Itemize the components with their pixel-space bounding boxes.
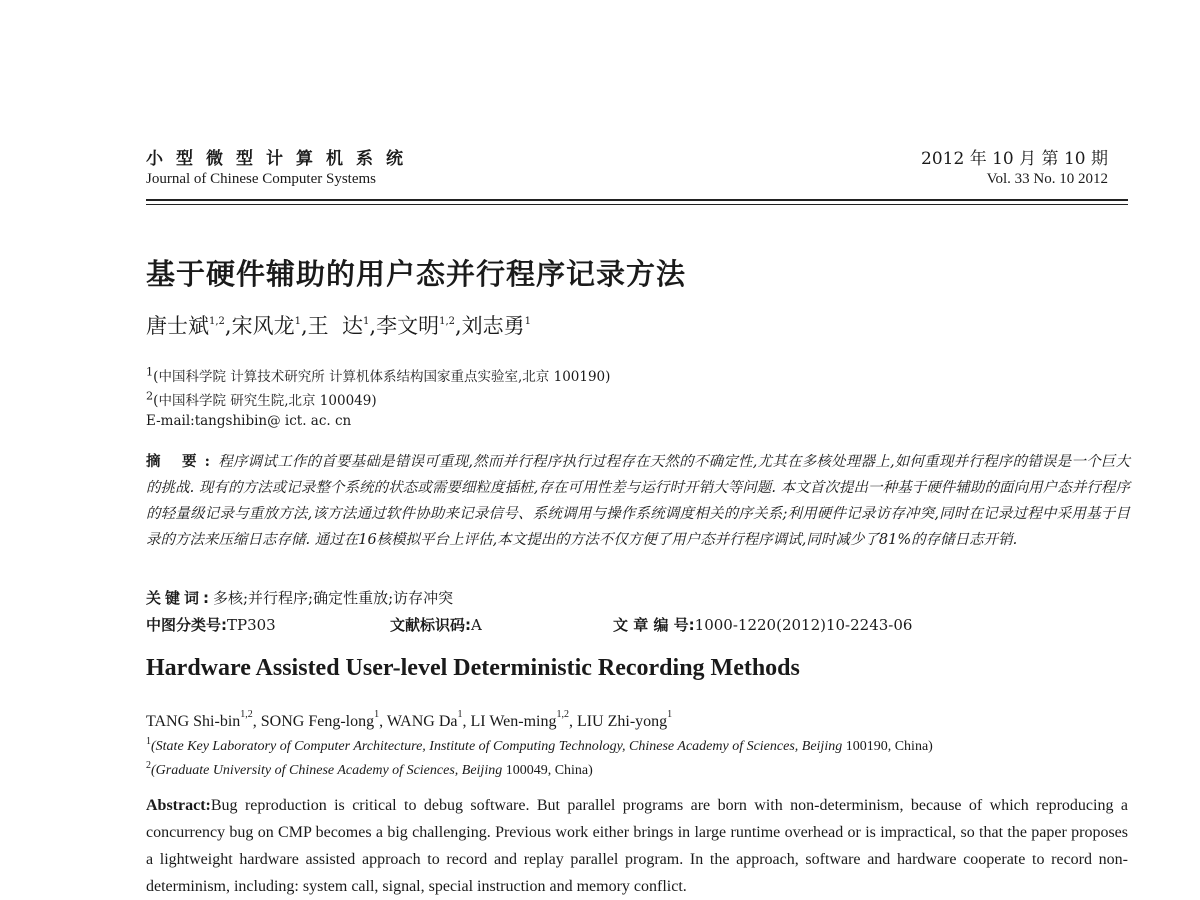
affiliation-sup: 2 [146, 760, 151, 771]
affiliation-text: (中国科学院 计算技术研究所 计算机体系结构国家重点实验室,北京 100190) [153, 369, 611, 385]
author-sup: 1 [294, 316, 301, 327]
affiliation-text: (State Key Laboratory of Computer Architecture, Institute of Computing Technology, Chinese Academy of Sciences, Beijing [151, 739, 843, 754]
affiliation-postcode: 100049, China) [505, 763, 593, 778]
author-sup: 1,2 [209, 316, 225, 327]
issue-date: 2012 年 10 月 第 10 期 [921, 149, 1108, 169]
affiliation-en [146, 736, 933, 755]
author-name: 刘志勇 [461, 314, 525, 338]
author-name: LI Wen-ming [470, 713, 557, 730]
keywords [146, 587, 453, 608]
affiliation-postcode: 100190, China) [845, 739, 933, 754]
author-sup: 1,2 [240, 709, 253, 720]
author-name: 王 达 [307, 314, 364, 338]
affiliation-text: (Graduate University of Chinese Academy of Sciences, Beijing [151, 763, 503, 778]
author-name: TANG Shi-bin [146, 713, 241, 730]
article-no-label: 文 章 编 号: [613, 616, 695, 634]
document-code [390, 614, 482, 635]
doc-code-value: A [471, 616, 482, 634]
author-name: LIU Zhi-yong [576, 713, 668, 730]
author-sup: 1,2 [439, 316, 455, 327]
email-address: E-mail:tangshibin@ ict. ac. cn [146, 413, 352, 429]
abstract-en-text: Bug reproduction is critical to debug software. But parallel programs are born with non-determinism, because of which reproducing a concurrency bug on CMP becomes a big challenging. Previous work either brings in large runtime overhead or is impractical, so that the paper proposes a lightweight hardware assisted approach to record and replay parallel program. In the approach, software and hardware cooperate to record non-determinism, including: system call, signal, special instruction and memory conflict. [146, 797, 1128, 895]
clc-label: 中图分类号: [146, 616, 227, 634]
clc-number [146, 614, 276, 635]
author-sup: 1 [363, 316, 370, 327]
abstract-en-label: Abstract: [146, 797, 211, 814]
header-rule-thick [146, 199, 1128, 201]
author-name: 唐士斌 [146, 314, 209, 338]
paper-title-cn: 基于硬件辅助的用户态并行程序记录方法 [146, 257, 687, 291]
author-list-en: TANG Shi-bin$^{1,2}$, SONG Feng-long$^1$, WANG Da$^1$, LI Wen-ming$^{1,2}$, LIU Zhi-yong$^1$ [146, 709, 673, 730]
author-sup: 1 [457, 709, 463, 720]
author-sup: 1 [667, 709, 673, 720]
journal-name-en: Journal of Chinese Computer Systems [146, 171, 376, 187]
affiliation-en [146, 760, 593, 779]
author-sup: 1 [374, 709, 380, 720]
author-name: 李文明 [376, 314, 440, 338]
author-sup: 1 [524, 316, 532, 327]
abstract-cn [146, 449, 1130, 553]
header-rule-thin [146, 204, 1128, 205]
affiliation-text: (中国科学院 研究生院,北京 100049) [153, 393, 377, 409]
abstract-cn-label: 摘 要: [146, 453, 219, 470]
abstract-cn-text: 程序调试工作的首要基础是错误可重现,然而并行程序执行过程存在天然的不确定性,尤其在多核处理器上,如何重现并行程序的错误是一个巨大的挑战. 现有的方法或记录整个系统的状态或需要细粒度插桩,存在可用性差与运行时开销大等问题. 本文首次提出一种基于硬件辅助的面向用户态并行程序的轻量级记录与重放方法,该方法通过软件协助来记录信号、系统调用与操作系统调度相关的序关系;利用硬件记录访存冲突,同时在记录过程中采用基于目录的方法来压缩日志存储. 通过在16核模拟平台上评估,本文提出的方法不仅方便了用户态并行程序调试,同时减少了81%的存储日志开销. [146, 454, 1130, 548]
article-number [613, 614, 912, 635]
affiliation-sup: 1 [146, 736, 151, 747]
keywords-label: 关键词: [146, 589, 213, 607]
author-sup: 1,2 [556, 709, 569, 720]
author-name: SONG Feng-long [260, 713, 375, 730]
paper-title-en: Hardware Assisted User-level Deterministic Recording Methods [146, 655, 800, 681]
abstract-en [146, 792, 1128, 900]
journal-name-cn: 小型微型计算机系统 [146, 149, 416, 169]
affiliation-sup: 2 [146, 389, 154, 403]
affiliation-cn [146, 365, 610, 385]
keywords-text: 多核;并行程序;确定性重放;访存冲突 [213, 589, 454, 607]
author-name: WANG Da [386, 713, 458, 730]
doc-code-label: 文献标识码: [390, 616, 471, 634]
author-list-cn: 唐士斌$^{1,2}$,宋风龙$^1$,王 达$^1$,李文明$^{1,2}$,刘志勇$^1$ [146, 314, 532, 338]
affiliation-cn [146, 389, 377, 409]
article-no-value: 1000-1220(2012)10-2243-06 [694, 616, 913, 634]
affiliation-sup: 1 [146, 365, 154, 379]
author-name: 宋风龙 [231, 314, 295, 338]
volume-number: Vol. 33 No. 10 2012 [986, 171, 1108, 187]
clc-value: TP303 [227, 616, 276, 634]
